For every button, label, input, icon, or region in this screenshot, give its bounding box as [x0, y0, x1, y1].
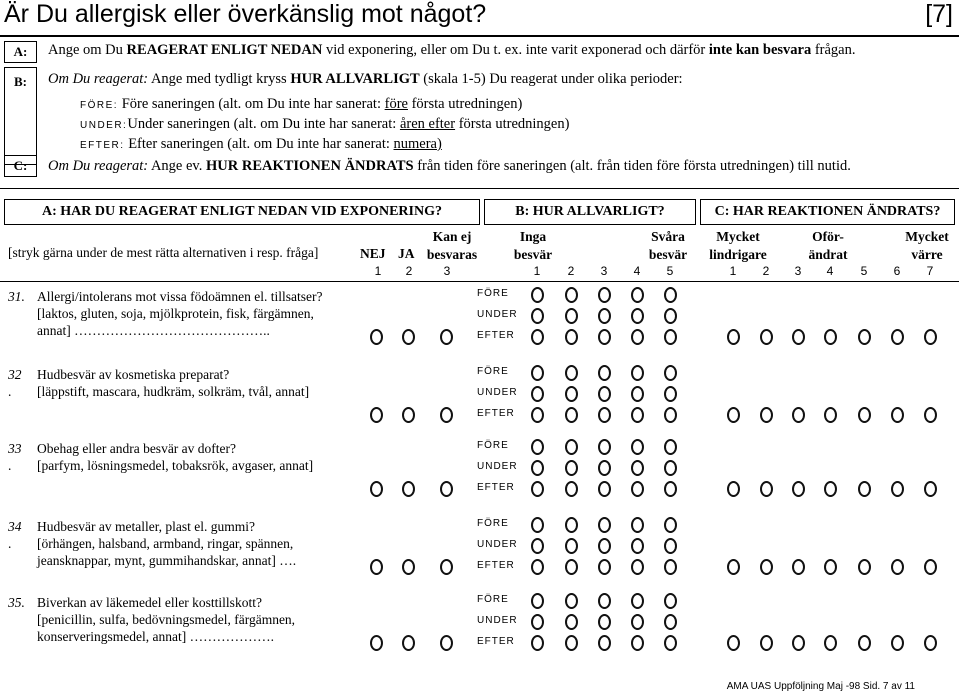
q35-period-label-efter: EFTER — [477, 636, 515, 647]
c-num-6: 6 — [893, 264, 901, 278]
footer: AMA UAS Uppföljning Maj -98 Sid. 7 av 11 — [726, 681, 915, 692]
q35-change-5-option[interactable] — [858, 635, 871, 651]
q32-exposure-1-option[interactable] — [370, 407, 383, 423]
instruction-b-text-1: Ange med tydligt kryss — [148, 71, 291, 87]
q32-efter-severity-1-option[interactable] — [531, 407, 544, 423]
col-svara-1: Svåra — [651, 229, 685, 244]
col-kan-ej-1: Kan ej — [432, 229, 472, 244]
q33-under-severity-5-option[interactable] — [664, 460, 677, 476]
col-svara — [640, 228, 696, 264]
b-num-4: 4 — [633, 264, 641, 278]
q31-change-3-option[interactable] — [792, 329, 805, 345]
q31-under-severity-1-option[interactable] — [531, 308, 544, 324]
q33-period-label-före: FÖRE — [477, 440, 509, 451]
label-a-text: A: — [13, 44, 28, 59]
instruction-fore — [80, 96, 522, 113]
q35-efter-severity-2-option[interactable] — [565, 635, 578, 651]
q31-före-severity-3-option[interactable] — [598, 287, 611, 303]
q31-under-severity-3-option[interactable] — [598, 308, 611, 324]
q33-change-1-option[interactable] — [727, 481, 740, 497]
q35-efter-severity-5-option[interactable] — [664, 635, 677, 651]
q35-efter-severity-1-option[interactable] — [531, 635, 544, 651]
q34-före-severity-5-option[interactable] — [664, 517, 677, 533]
q32-före-severity-3-option[interactable] — [598, 365, 611, 381]
q34-före-severity-1-option[interactable] — [531, 517, 544, 533]
q35-under-severity-2-option[interactable] — [565, 614, 578, 630]
q35-change-1-option[interactable] — [727, 635, 740, 651]
q31-change-2-option[interactable] — [760, 329, 773, 345]
q34-före-severity-3-option[interactable] — [598, 517, 611, 533]
under-key: UNDER: — [80, 120, 128, 131]
q33-före-severity-3-option[interactable] — [598, 439, 611, 455]
q34-change-3-option[interactable] — [792, 559, 805, 575]
q35-efter-severity-3-option[interactable] — [598, 635, 611, 651]
q31-under-severity-5-option[interactable] — [664, 308, 677, 324]
q34-period-label-före: FÖRE — [477, 518, 509, 529]
q31-efter-severity-5-option[interactable] — [664, 329, 677, 345]
q32-efter-severity-3-option[interactable] — [598, 407, 611, 423]
q34-exposure-3-option[interactable] — [440, 559, 453, 575]
q31-change-4-option[interactable] — [824, 329, 837, 345]
col-inga — [508, 228, 558, 264]
instruction-a-bold-2: inte kan besvara — [708, 42, 812, 58]
q31-period-label-före: FÖRE — [477, 288, 509, 299]
q35-change-2-option[interactable] — [760, 635, 773, 651]
a-num-1: 1 — [374, 264, 382, 278]
q31-under-severity-2-option[interactable] — [565, 308, 578, 324]
col-mycket-varre — [898, 228, 956, 264]
q32-dot: . — [8, 384, 12, 399]
q33-efter-severity-1-option[interactable] — [531, 481, 544, 497]
col-mvarre-2: värre — [911, 247, 943, 262]
header-b-text: B: HUR ALLVARLIGT? — [515, 204, 665, 219]
q31-text-line-3: annat] …………………………………….. — [37, 323, 270, 338]
q31-period-label-efter: EFTER — [477, 330, 515, 341]
q32-under-severity-4-option[interactable] — [631, 386, 644, 402]
under-underlined: åren efter — [399, 116, 456, 132]
q34-period-label-efter: EFTER — [477, 560, 515, 571]
q33-change-3-option[interactable] — [792, 481, 805, 497]
b-num-2: 2 — [567, 264, 575, 278]
q34-change-6-option[interactable] — [891, 559, 904, 575]
q31-text-line-1: Allergi/intolerans mot vissa födoämnen el. tillsatser? — [37, 289, 323, 304]
q35-text-line-1: Biverkan av läkemedel eller kosttillskott? — [37, 595, 262, 610]
q31-efter-severity-1-option[interactable] — [531, 329, 544, 345]
efter-key: EFTER: — [80, 140, 125, 151]
q35-exposure-1-option[interactable] — [370, 635, 383, 651]
q33-efter-severity-5-option[interactable] — [664, 481, 677, 497]
efter-underlined: numera) — [393, 136, 442, 152]
q35-change-4-option[interactable] — [824, 635, 837, 651]
fore-key: FÖRE: — [80, 100, 119, 111]
q34-under-severity-2-option[interactable] — [565, 538, 578, 554]
q33-text-line-2: [parfym, lösningsmedel, tobaksrök, avgaser, annat] — [37, 458, 314, 473]
fore-underlined: före — [384, 96, 408, 112]
column-note: [stryk gärna under de mest rätta alternativen i resp. fråga] — [8, 245, 319, 260]
q32-period-label-efter: EFTER — [477, 408, 515, 419]
q31-change-5-option[interactable] — [858, 329, 871, 345]
q34-efter-severity-5-option[interactable] — [664, 559, 677, 575]
q35-före-severity-5-option[interactable] — [664, 593, 677, 609]
q33-period-label-efter: EFTER — [477, 482, 515, 493]
q31-före-severity-4-option[interactable] — [631, 287, 644, 303]
q32-efter-severity-2-option[interactable] — [565, 407, 578, 423]
q31-period-label-under: UNDER — [477, 309, 518, 320]
q34-efter-severity-1-option[interactable] — [531, 559, 544, 575]
under-text-2: första utredningen) — [455, 116, 570, 132]
q33-exposure-3-option[interactable] — [440, 481, 453, 497]
instruction-divider — [0, 188, 959, 189]
instruction-under — [80, 116, 569, 133]
c-num-4: 4 — [826, 264, 834, 278]
q32-före-severity-5-option[interactable] — [664, 365, 677, 381]
q31-efter-severity-2-option[interactable] — [565, 329, 578, 345]
c-num-7: 7 — [926, 264, 934, 278]
q33-före-severity-4-option[interactable] — [631, 439, 644, 455]
instruction-a-bold-1: REAGERAT ENLIGT NEDAN — [126, 42, 323, 58]
fore-text-2: första utredningen) — [407, 96, 523, 112]
q33-före-severity-1-option[interactable] — [531, 439, 544, 455]
q34-text-line-2: [örhängen, halsband, armband, ringar, spännen, — [37, 536, 294, 551]
col-ofor-1: Oför- — [812, 229, 844, 244]
q33-under-severity-1-option[interactable] — [531, 460, 544, 476]
q32-efter-severity-4-option[interactable] — [631, 407, 644, 423]
q34-number: 34 — [8, 519, 22, 534]
header-divider — [0, 281, 959, 282]
q34-under-severity-3-option[interactable] — [598, 538, 611, 554]
q31-efter-severity-4-option[interactable] — [631, 329, 644, 345]
q35-under-severity-1-option[interactable] — [531, 614, 544, 630]
instruction-c-bold: HUR REAKTIONEN ÄNDRATS — [206, 158, 414, 174]
q32-text-line-1: Hudbesvär av kosmetiska preparat? — [37, 367, 230, 382]
c-num-3: 3 — [794, 264, 802, 278]
q35-change-3-option[interactable] — [792, 635, 805, 651]
col-mlind-2: lindrigare — [709, 247, 767, 262]
q31-exposure-3-option[interactable] — [440, 329, 453, 345]
q34-exposure-2-option[interactable] — [402, 559, 415, 575]
q33-change-6-option[interactable] — [891, 481, 904, 497]
q35-under-severity-4-option[interactable] — [631, 614, 644, 630]
label-c-text: C: — [13, 158, 28, 173]
label-c — [4, 155, 37, 177]
col-mlind-1: Mycket — [716, 229, 760, 244]
q35-period-label-före: FÖRE — [477, 594, 509, 605]
page-number: [7] — [925, 0, 953, 28]
q33-exposure-2-option[interactable] — [402, 481, 415, 497]
col-mycket-lindrigare — [700, 228, 776, 264]
col-kan-ej-2: besvaras — [426, 247, 478, 262]
q35-change-7-option[interactable] — [924, 635, 937, 651]
q31-change-1-option[interactable] — [727, 329, 740, 345]
col-inga-2: besvär — [513, 247, 553, 262]
q32-under-severity-5-option[interactable] — [664, 386, 677, 402]
q34-efter-severity-4-option[interactable] — [631, 559, 644, 575]
instruction-b-text-2: (skala 1-5) Du reagerat under olika perioder: — [419, 71, 683, 87]
q35-exposure-2-option[interactable] — [402, 635, 415, 651]
header-b — [484, 199, 696, 225]
q34-period-label-under: UNDER — [477, 539, 518, 550]
q31-text-line-2: [laktos, gluten, soja, mjölkprotein, fisk, färgämnen, — [37, 306, 314, 321]
q31-exposure-2-option[interactable] — [402, 329, 415, 345]
q33-change-7-option[interactable] — [924, 481, 937, 497]
q34-före-severity-2-option[interactable] — [565, 517, 578, 533]
q34-change-2-option[interactable] — [760, 559, 773, 575]
q34-under-severity-1-option[interactable] — [531, 538, 544, 554]
q33-change-4-option[interactable] — [824, 481, 837, 497]
a-num-2: 2 — [405, 264, 413, 278]
instruction-a-text-2: vid exponering, eller om Du t. ex. inte varit exponerad och därför — [322, 42, 709, 58]
q33-exposure-1-option[interactable] — [370, 481, 383, 497]
q34-efter-severity-2-option[interactable] — [565, 559, 578, 575]
q31-efter-severity-3-option[interactable] — [598, 329, 611, 345]
label-b — [4, 67, 37, 165]
q35-text-line-2: [penicillin, sulfa, bedövningsmedel, färgämnen, — [37, 612, 296, 627]
col-oforandrat — [802, 228, 854, 264]
col-kan-ej — [420, 228, 484, 264]
q34-change-1-option[interactable] — [727, 559, 740, 575]
q33-före-severity-2-option[interactable] — [565, 439, 578, 455]
a-num-3: 3 — [443, 264, 451, 278]
q34-dot: . — [8, 536, 12, 551]
q33-under-severity-2-option[interactable] — [565, 460, 578, 476]
q32-change-3-option[interactable] — [792, 407, 805, 423]
q32-under-severity-2-option[interactable] — [565, 386, 578, 402]
q31-före-severity-1-option[interactable] — [531, 287, 544, 303]
q35-före-severity-3-option[interactable] — [598, 593, 611, 609]
q33-text-line-1: Obehag eller andra besvär av dofter? — [37, 441, 237, 456]
q32-change-2-option[interactable] — [760, 407, 773, 423]
q33-under-severity-4-option[interactable] — [631, 460, 644, 476]
q31-före-severity-2-option[interactable] — [565, 287, 578, 303]
instruction-c-italic: Om Du reagerat: — [48, 158, 149, 174]
q35-före-severity-1-option[interactable] — [531, 593, 544, 609]
header-c — [700, 199, 955, 225]
col-ofor-2: ändrat — [808, 247, 848, 262]
header-a-text: A: HAR DU REAGERAT ENLIGT NEDAN VID EXPONERING? — [42, 204, 442, 219]
q35-exposure-3-option[interactable] — [440, 635, 453, 651]
instruction-efter — [80, 136, 442, 153]
q32-period-label-före: FÖRE — [477, 366, 509, 377]
q33-change-2-option[interactable] — [760, 481, 773, 497]
col-svara-2: besvär — [648, 247, 688, 262]
q32-exposure-2-option[interactable] — [402, 407, 415, 423]
q31-exposure-1-option[interactable] — [370, 329, 383, 345]
b-num-3: 3 — [600, 264, 608, 278]
instruction-c — [48, 158, 851, 175]
q34-change-4-option[interactable] — [824, 559, 837, 575]
q35-efter-severity-4-option[interactable] — [631, 635, 644, 651]
label-a — [4, 41, 37, 63]
q32-number: 32 — [8, 367, 22, 382]
q35-number: 35. — [8, 595, 25, 610]
q32-change-5-option[interactable] — [858, 407, 871, 423]
q31-före-severity-5-option[interactable] — [664, 287, 677, 303]
col-ja: JA — [398, 246, 415, 261]
q35-före-severity-4-option[interactable] — [631, 593, 644, 609]
q34-text-line-3: jeansknappar, mynt, gummihandskar, annat] …. — [37, 553, 297, 568]
col-inga-1: Inga — [519, 229, 547, 244]
q34-exposure-1-option[interactable] — [370, 559, 383, 575]
q35-före-severity-2-option[interactable] — [565, 593, 578, 609]
q33-efter-severity-3-option[interactable] — [598, 481, 611, 497]
b-num-1: 1 — [533, 264, 541, 278]
q34-change-5-option[interactable] — [858, 559, 871, 575]
efter-text: Efter saneringen (alt. om Du inte har sanerat: — [124, 136, 394, 152]
q33-period-label-under: UNDER — [477, 461, 518, 472]
q34-efter-severity-3-option[interactable] — [598, 559, 611, 575]
q31-change-7-option[interactable] — [924, 329, 937, 345]
q35-text-line-3: konserveringsmedel, annat] ………………. — [37, 629, 274, 644]
instruction-b-italic: Om Du reagerat: — [48, 71, 149, 87]
q32-change-6-option[interactable] — [891, 407, 904, 423]
under-text: Under saneringen (alt. om Du inte har sanerat: — [127, 116, 400, 132]
q34-change-7-option[interactable] — [924, 559, 937, 575]
q33-number: 33 — [8, 441, 22, 456]
label-b-text: B: — [14, 74, 27, 89]
instruction-a-text-3: frågan. — [811, 42, 856, 58]
q32-före-severity-4-option[interactable] — [631, 365, 644, 381]
header-c-text: C: HAR REAKTIONEN ÄNDRATS? — [714, 204, 941, 219]
instruction-b-bold: HUR ALLVARLIGT — [290, 71, 420, 87]
q33-efter-severity-2-option[interactable] — [565, 481, 578, 497]
q31-under-severity-4-option[interactable] — [631, 308, 644, 324]
q35-under-severity-5-option[interactable] — [664, 614, 677, 630]
q32-change-7-option[interactable] — [924, 407, 937, 423]
q32-change-4-option[interactable] — [824, 407, 837, 423]
title-divider — [0, 35, 959, 37]
q33-efter-severity-4-option[interactable] — [631, 481, 644, 497]
q33-dot: . — [8, 458, 12, 473]
q34-under-severity-5-option[interactable] — [664, 538, 677, 554]
q34-före-severity-4-option[interactable] — [631, 517, 644, 533]
fore-text-1: Före saneringen (alt. om Du inte har sanerat: — [118, 96, 385, 112]
q32-under-severity-1-option[interactable] — [531, 386, 544, 402]
q32-change-1-option[interactable] — [727, 407, 740, 423]
q32-efter-severity-5-option[interactable] — [664, 407, 677, 423]
c-num-2: 2 — [762, 264, 770, 278]
q32-exposure-3-option[interactable] — [440, 407, 453, 423]
instruction-c-text-2: från tiden före saneringen (alt. från tiden före första utredningen) till nutid. — [413, 158, 851, 174]
instruction-a-text-1: Ange om Du — [48, 42, 127, 58]
q31-change-6-option[interactable] — [891, 329, 904, 345]
col-nej: NEJ — [360, 246, 386, 261]
b-num-5: 5 — [666, 264, 674, 278]
q35-under-severity-3-option[interactable] — [598, 614, 611, 630]
col-mvarre-1: Mycket — [905, 229, 949, 244]
q34-under-severity-4-option[interactable] — [631, 538, 644, 554]
q35-period-label-under: UNDER — [477, 615, 518, 626]
instruction-a — [48, 42, 856, 59]
c-num-5: 5 — [860, 264, 868, 278]
instruction-c-text-1: Ange ev. — [148, 158, 206, 174]
q32-under-severity-3-option[interactable] — [598, 386, 611, 402]
c-num-1: 1 — [729, 264, 737, 278]
page-title: Är Du allergisk eller överkänslig mot något? — [4, 0, 487, 28]
q32-text-line-2: [läppstift, mascara, hudkräm, solkräm, tvål, annat] — [37, 384, 310, 399]
q33-change-5-option[interactable] — [858, 481, 871, 497]
q32-före-severity-2-option[interactable] — [565, 365, 578, 381]
q32-före-severity-1-option[interactable] — [531, 365, 544, 381]
q33-före-severity-5-option[interactable] — [664, 439, 677, 455]
instruction-b — [48, 71, 683, 88]
q32-period-label-under: UNDER — [477, 387, 518, 398]
q35-change-6-option[interactable] — [891, 635, 904, 651]
q33-under-severity-3-option[interactable] — [598, 460, 611, 476]
q31-number: 31. — [8, 289, 25, 304]
header-a — [4, 199, 480, 225]
q34-text-line-1: Hudbesvär av metaller, plast el. gummi? — [37, 519, 256, 534]
